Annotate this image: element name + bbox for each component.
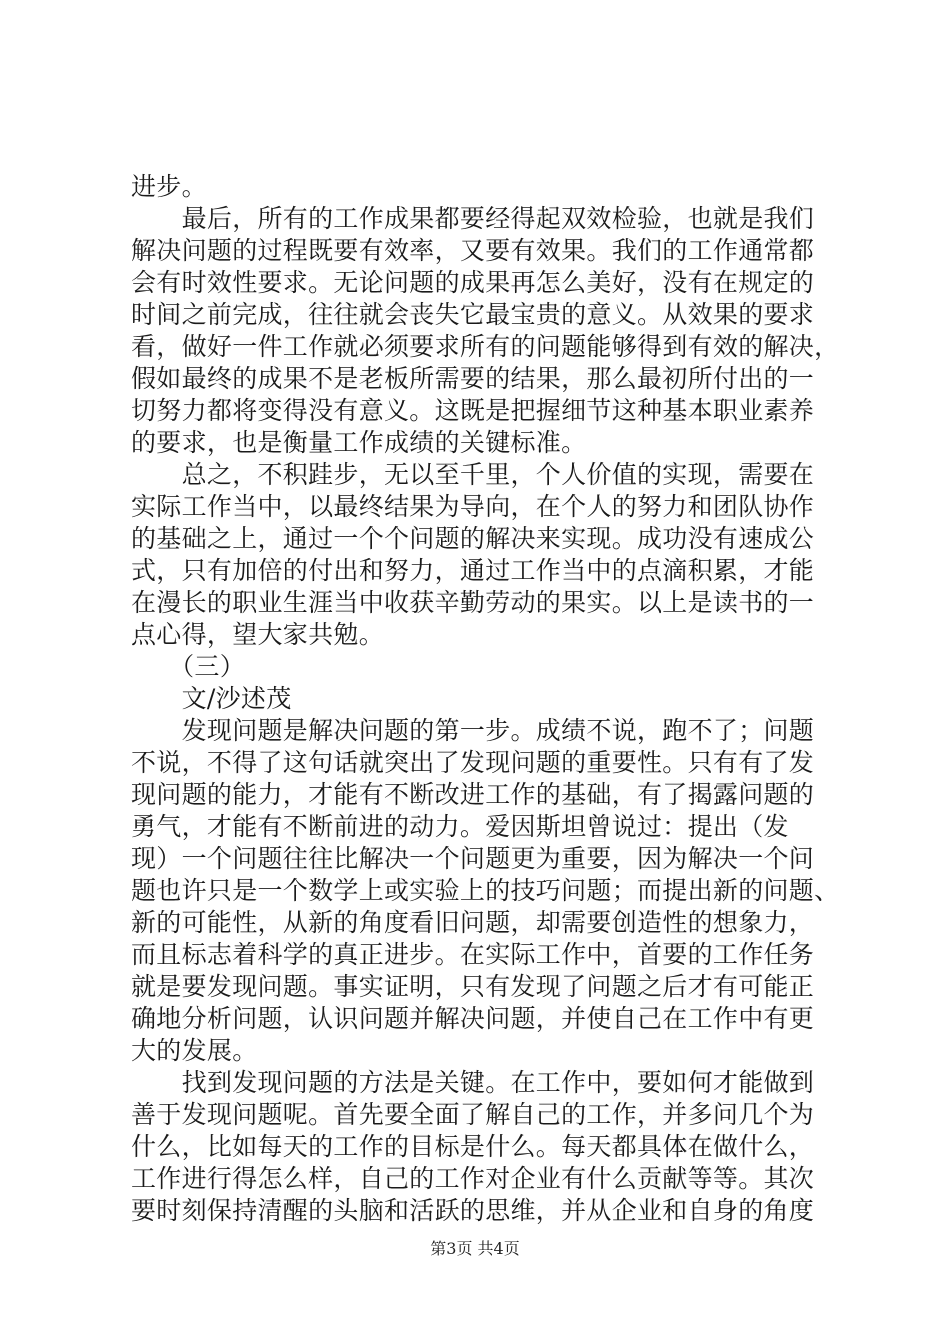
- text-line: 什么，比如每天的工作的目标是什么。每天都具体在做什么，: [131, 1132, 815, 1161]
- text-line: 文/沙述茂: [131, 684, 292, 713]
- text-line: 看，做好一件工作就必须要求所有的问题能够得到有效的解决，: [131, 332, 840, 361]
- text-line: 实际工作当中，以最终结果为导向，在个人的努力和团队协作: [131, 492, 815, 521]
- text-line: 发现问题是解决问题的第一步。成绩不说，跑不了；问题: [131, 716, 815, 745]
- text-line: 总之，不积跬步，无以至千里，个人价值的实现，需要在: [131, 460, 815, 489]
- text-line: 现问题的能力，才能有不断改进工作的基础，有了揭露问题的: [131, 780, 815, 809]
- text-line: 假如最终的成果不是老板所需要的结果，那么最初所付出的一: [131, 364, 815, 393]
- text-line: 进步。: [131, 172, 207, 201]
- text-line: 解决问题的过程既要有效率，又要有效果。我们的工作通常都: [131, 236, 815, 265]
- text-line: 勇气，才能有不断前进的动力。爱因斯坦曾说过：提出（发: [131, 812, 789, 841]
- text-line: 现）一个问题往往比解决一个问题更为重要，因为解决一个问: [131, 844, 815, 873]
- text-line: （三）: [131, 652, 246, 681]
- text-line: 的要求，也是衡量工作成绩的关键标准。: [131, 428, 587, 457]
- text-line: 题也许只是一个数学上或实验上的技巧问题；而提出新的问题、: [131, 876, 840, 905]
- text-line: 式，只有加倍的付出和努力，通过工作当中的点滴积累，才能: [131, 556, 815, 585]
- text-line: 确地分析问题，认识问题并解决问题，并使自己在工作中有更: [131, 1004, 815, 1033]
- text-line: 切努力都将变得没有意义。这既是把握细节这种基本职业素养: [131, 396, 815, 425]
- text-line: 新的可能性，从新的角度看旧问题，却需要创造性的想象力，: [131, 908, 815, 937]
- text-line: 会有时效性要求。无论问题的成果再怎么美好，没有在规定的: [131, 268, 815, 297]
- text-line: 而且标志着科学的真正进步。在实际工作中，首要的工作任务: [131, 940, 815, 969]
- text-line: 工作进行得怎么样，自己的工作对企业有什么贡献等等。其次: [131, 1164, 815, 1193]
- text-line: 点心得，望大家共勉。: [131, 620, 385, 649]
- text-line: 最后，所有的工作成果都要经得起双效检验，也就是我们: [131, 204, 815, 233]
- text-line: 的基础之上，通过一个个问题的解决来实现。成功没有速成公: [131, 524, 815, 553]
- text-line: 善于发现问题呢。首先要全面了解自己的工作，并多问几个为: [131, 1100, 815, 1129]
- text-line: 大的发展。: [131, 1036, 258, 1065]
- page-footer: 第3页 共4页: [430, 1239, 520, 1258]
- text-line: 在漫长的职业生涯当中收获辛勤劳动的果实。以上是读书的一: [131, 588, 815, 617]
- text-line: 就是要发现问题。事实证明，只有发现了问题之后才有可能正: [131, 972, 815, 1001]
- text-line: 时间之前完成，往往就会丧失它最宝贵的意义。从效果的要求: [131, 300, 815, 329]
- text-line: 找到发现问题的方法是关键。在工作中，要如何才能做到: [131, 1068, 815, 1097]
- text-line: 不说，不得了这句话就突出了发现问题的重要性。只有有了发: [131, 748, 815, 777]
- text-line: 要时刻保持清醒的头脑和活跃的思维，并从企业和自身的角度: [131, 1196, 815, 1225]
- document-body: [131, 171, 840, 1227]
